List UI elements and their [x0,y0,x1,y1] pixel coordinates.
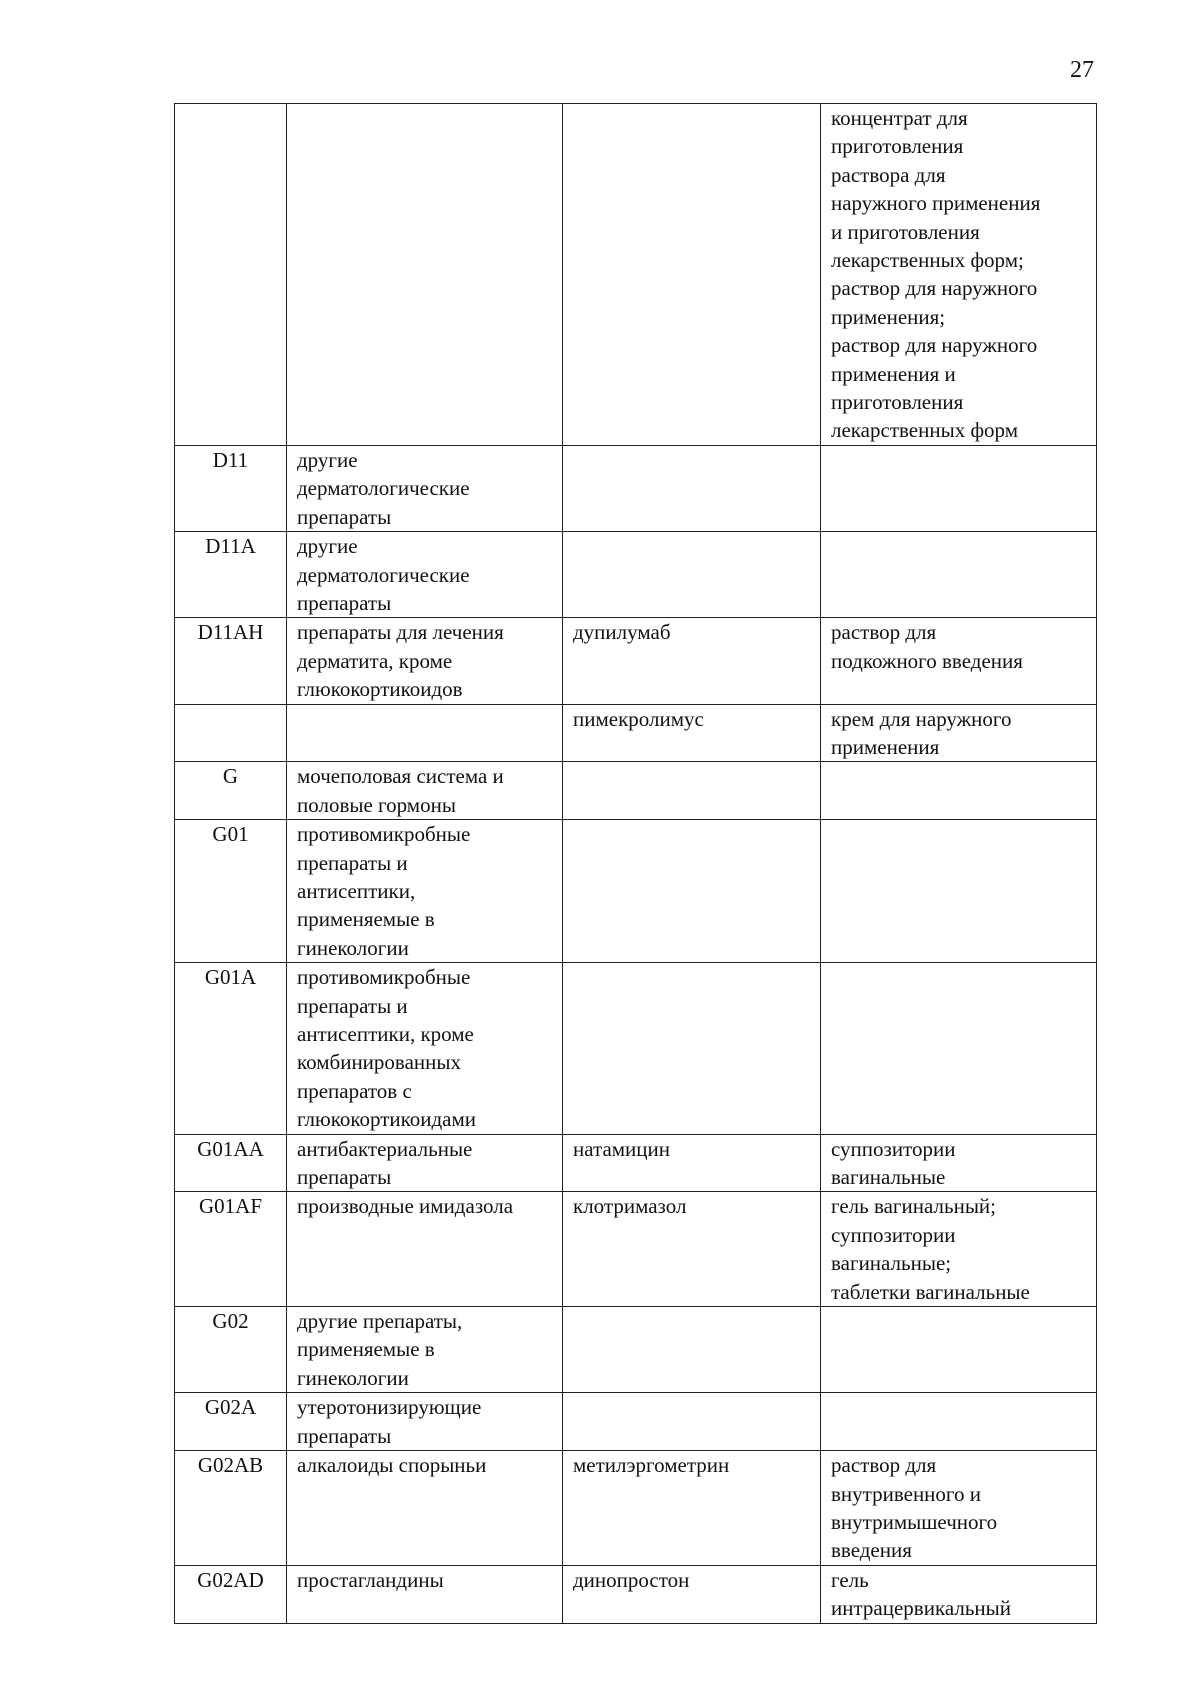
table-row [175,1451,1097,1566]
atc-code-cell: G02AB [175,1451,287,1566]
anatomical-group-cell: простагландины [287,1565,563,1623]
anatomical-group-cell: мочеполовая система и половые гормоны [287,762,563,820]
drug-name-cell: натамицин [563,1134,821,1192]
page-number: 27 [1070,57,1094,83]
anatomical-group-cell: другие дерматологические препараты [287,532,563,618]
anatomical-group-cell: утеротонизирующие препараты [287,1393,563,1451]
table-row [175,532,1097,618]
table-row [175,820,1097,963]
table-row [175,1192,1097,1307]
atc-code-cell: D11 [175,445,287,531]
dosage-form-cell: раствор для подкожного введения [821,618,1097,704]
drug-name-cell [563,532,821,618]
drug-name-cell: метилэргометрин [563,1451,821,1566]
atc-code-cell: G [175,762,287,820]
table-row [175,1565,1097,1623]
table-row [175,963,1097,1134]
atc-code-cell: G02A [175,1393,287,1451]
dosage-form-cell [821,963,1097,1134]
table-row [175,1393,1097,1451]
anatomical-group-cell: противомикробные препараты и антисептики, применяемые в гинекологии [287,820,563,963]
atc-code-cell [175,704,287,762]
atc-code-cell: D11A [175,532,287,618]
atc-code-cell: G01AA [175,1134,287,1192]
dosage-form-cell: суппозитории вагинальные [821,1134,1097,1192]
table-row [175,704,1097,762]
anatomical-group-cell: другие препараты, применяемые в гинекологии [287,1307,563,1393]
atc-code-cell [175,104,287,446]
anatomical-group-cell: другие дерматологические препараты [287,445,563,531]
atc-code-cell: G01 [175,820,287,963]
table-row [175,1134,1097,1192]
dosage-form-cell [821,820,1097,963]
drug-name-cell [563,820,821,963]
dosage-form-cell: гель интрацервикальный [821,1565,1097,1623]
drug-name-cell: пимекролимус [563,704,821,762]
drug-name-cell: динопростон [563,1565,821,1623]
table-row [175,445,1097,531]
anatomical-group-cell: алкалоиды спорыньи [287,1451,563,1566]
drug-name-cell [563,963,821,1134]
drug-name-cell [563,445,821,531]
dosage-form-cell [821,1307,1097,1393]
table-row [175,104,1097,446]
anatomical-group-cell: препараты для лечения дерматита, кроме глюкокортикоидов [287,618,563,704]
drug-name-cell [563,1307,821,1393]
dosage-form-cell: концентрат для приготовления раствора для наружного применения и приготовления лекарственных форм; раствор для наружного применения; раствор для наружного применения и приготовления лекарственных форм [821,104,1097,446]
drug-name-cell [563,104,821,446]
drug-name-cell [563,1393,821,1451]
atc-code-cell: G02 [175,1307,287,1393]
dosage-form-cell [821,445,1097,531]
atc-code-cell: D11AH [175,618,287,704]
dosage-form-cell [821,1393,1097,1451]
anatomical-group-cell: антибактериальные препараты [287,1134,563,1192]
dosage-form-cell [821,532,1097,618]
anatomical-group-cell: производные имидазола [287,1192,563,1307]
table-row [175,618,1097,704]
atc-code-cell: G01AF [175,1192,287,1307]
drug-name-cell: дупилумаб [563,618,821,704]
atc-code-cell: G01A [175,963,287,1134]
drug-name-cell [563,762,821,820]
dosage-form-cell: крем для наружного применения [821,704,1097,762]
table-row [175,762,1097,820]
atc-code-cell: G02AD [175,1565,287,1623]
drug-table [174,103,1097,1624]
table-row [175,1307,1097,1393]
dosage-form-cell: гель вагинальный; суппозитории вагинальные; таблетки вагинальные [821,1192,1097,1307]
anatomical-group-cell [287,104,563,446]
anatomical-group-cell: противомикробные препараты и антисептики, кроме комбинированных препаратов с глюкокортикоидами [287,963,563,1134]
drug-name-cell: клотримазол [563,1192,821,1307]
anatomical-group-cell [287,704,563,762]
dosage-form-cell [821,762,1097,820]
dosage-form-cell: раствор для внутривенного и внутримышечного введения [821,1451,1097,1566]
